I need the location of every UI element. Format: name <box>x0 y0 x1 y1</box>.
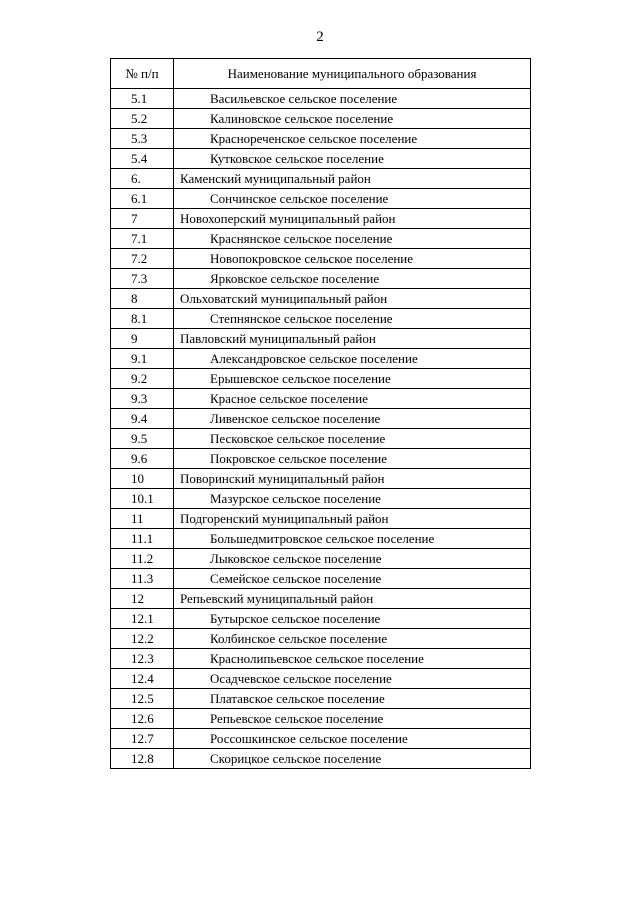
row-number: 12 <box>111 589 174 609</box>
settlement-name: Россошкинское сельское поселение <box>174 729 531 749</box>
row-number: 12.2 <box>111 629 174 649</box>
settlement-name: Ярковское сельское поселение <box>174 269 531 289</box>
settlement-name: Калиновское сельское поселение <box>174 109 531 129</box>
row-number: 11.1 <box>111 529 174 549</box>
settlement-name: Александровское сельское поселение <box>174 349 531 369</box>
row-number: 9.3 <box>111 389 174 409</box>
district-row <box>111 469 531 489</box>
row-number: 10 <box>111 469 174 489</box>
settlement-name: Краснянское сельское поселение <box>174 229 531 249</box>
row-number: 5.3 <box>111 129 174 149</box>
district-row <box>111 289 531 309</box>
settlement-row <box>111 409 531 429</box>
settlement-name: Бутырское сельское поселение <box>174 609 531 629</box>
settlement-row <box>111 269 531 289</box>
district-name: Павловский муниципальный район <box>174 329 531 349</box>
row-number: 9.4 <box>111 409 174 429</box>
settlement-row <box>111 429 531 449</box>
settlement-row <box>111 129 531 149</box>
settlement-row <box>111 709 531 729</box>
row-number: 5.1 <box>111 89 174 109</box>
district-name: Каменский муниципальный район <box>174 169 531 189</box>
district-name: Новохоперский муниципальный район <box>174 209 531 229</box>
settlement-name: Платавское сельское поселение <box>174 689 531 709</box>
settlement-name: Ливенское сельское поселение <box>174 409 531 429</box>
row-number: 8.1 <box>111 309 174 329</box>
row-number: 11.2 <box>111 549 174 569</box>
settlement-row <box>111 369 531 389</box>
row-number: 12.7 <box>111 729 174 749</box>
settlement-name: Красное сельское поселение <box>174 389 531 409</box>
settlement-name: Репьевское сельское поселение <box>174 709 531 729</box>
district-name: Ольховатский муниципальный район <box>174 289 531 309</box>
settlement-name: Ерышевское сельское поселение <box>174 369 531 389</box>
settlement-row <box>111 609 531 629</box>
district-row <box>111 509 531 529</box>
settlement-row <box>111 189 531 209</box>
settlement-row <box>111 109 531 129</box>
settlement-name: Песковское сельское поселение <box>174 429 531 449</box>
header-number: № п/п <box>111 59 174 89</box>
header-name: Наименование муниципального образования <box>174 59 531 89</box>
settlement-row <box>111 389 531 409</box>
settlement-row <box>111 349 531 369</box>
settlement-name: Лыковское сельское поселение <box>174 549 531 569</box>
settlement-row <box>111 649 531 669</box>
settlement-row <box>111 149 531 169</box>
settlement-row <box>111 529 531 549</box>
row-number: 7.1 <box>111 229 174 249</box>
settlement-row <box>111 309 531 329</box>
row-number: 9.6 <box>111 449 174 469</box>
row-number: 12.3 <box>111 649 174 669</box>
row-number: 9.1 <box>111 349 174 369</box>
row-number: 5.4 <box>111 149 174 169</box>
settlement-name: Сончинское сельское поселение <box>174 189 531 209</box>
settlement-name: Кутковское сельское поселение <box>174 149 531 169</box>
settlement-name: Покровское сельское поселение <box>174 449 531 469</box>
district-row <box>111 589 531 609</box>
settlement-row <box>111 749 531 769</box>
settlement-row <box>111 669 531 689</box>
district-row <box>111 329 531 349</box>
settlement-name: Мазурское сельское поселение <box>174 489 531 509</box>
row-number: 9.2 <box>111 369 174 389</box>
settlement-row <box>111 229 531 249</box>
row-number: 11 <box>111 509 174 529</box>
page-number: 2 <box>316 29 324 45</box>
row-number: 12.5 <box>111 689 174 709</box>
settlement-name: Скорицкое сельское поселение <box>174 749 531 769</box>
district-name: Подгоренский муниципальный район <box>174 509 531 529</box>
settlement-name: Краснолипьевское сельское поселение <box>174 649 531 669</box>
district-name: Поворинский муниципальный район <box>174 469 531 489</box>
row-number: 11.3 <box>111 569 174 589</box>
settlement-name: Васильевское сельское поселение <box>174 89 531 109</box>
settlement-name: Новопокровское сельское поселение <box>174 249 531 269</box>
municipalities-table <box>110 58 531 769</box>
settlement-name: Колбинское сельское поселение <box>174 629 531 649</box>
settlement-row <box>111 89 531 109</box>
settlement-name: Краснореченское сельское поселение <box>174 129 531 149</box>
district-row <box>111 209 531 229</box>
settlement-row <box>111 689 531 709</box>
settlement-name: Семейское сельское поселение <box>174 569 531 589</box>
row-number: 9 <box>111 329 174 349</box>
header-row <box>111 59 531 89</box>
row-number: 7.2 <box>111 249 174 269</box>
row-number: 8 <box>111 289 174 309</box>
settlement-row <box>111 629 531 649</box>
row-number: 10.1 <box>111 489 174 509</box>
settlement-row <box>111 569 531 589</box>
district-name: Репьевский муниципальный район <box>174 589 531 609</box>
row-number: 6.1 <box>111 189 174 209</box>
settlement-row <box>111 449 531 469</box>
row-number: 7 <box>111 209 174 229</box>
row-number: 12.4 <box>111 669 174 689</box>
table-header <box>111 59 531 89</box>
settlement-name: Большедмитровское сельское поселение <box>174 529 531 549</box>
row-number: 6. <box>111 169 174 189</box>
row-number: 7.3 <box>111 269 174 289</box>
settlement-name: Степнянское сельское поселение <box>174 309 531 329</box>
row-number: 9.5 <box>111 429 174 449</box>
row-number: 12.6 <box>111 709 174 729</box>
district-row <box>111 169 531 189</box>
row-number: 12.8 <box>111 749 174 769</box>
settlement-row <box>111 549 531 569</box>
settlement-row <box>111 489 531 509</box>
row-number: 12.1 <box>111 609 174 629</box>
table-body <box>111 89 531 769</box>
settlement-row <box>111 249 531 269</box>
settlement-name: Осадчевское сельское поселение <box>174 669 531 689</box>
row-number: 5.2 <box>111 109 174 129</box>
settlement-row <box>111 729 531 749</box>
